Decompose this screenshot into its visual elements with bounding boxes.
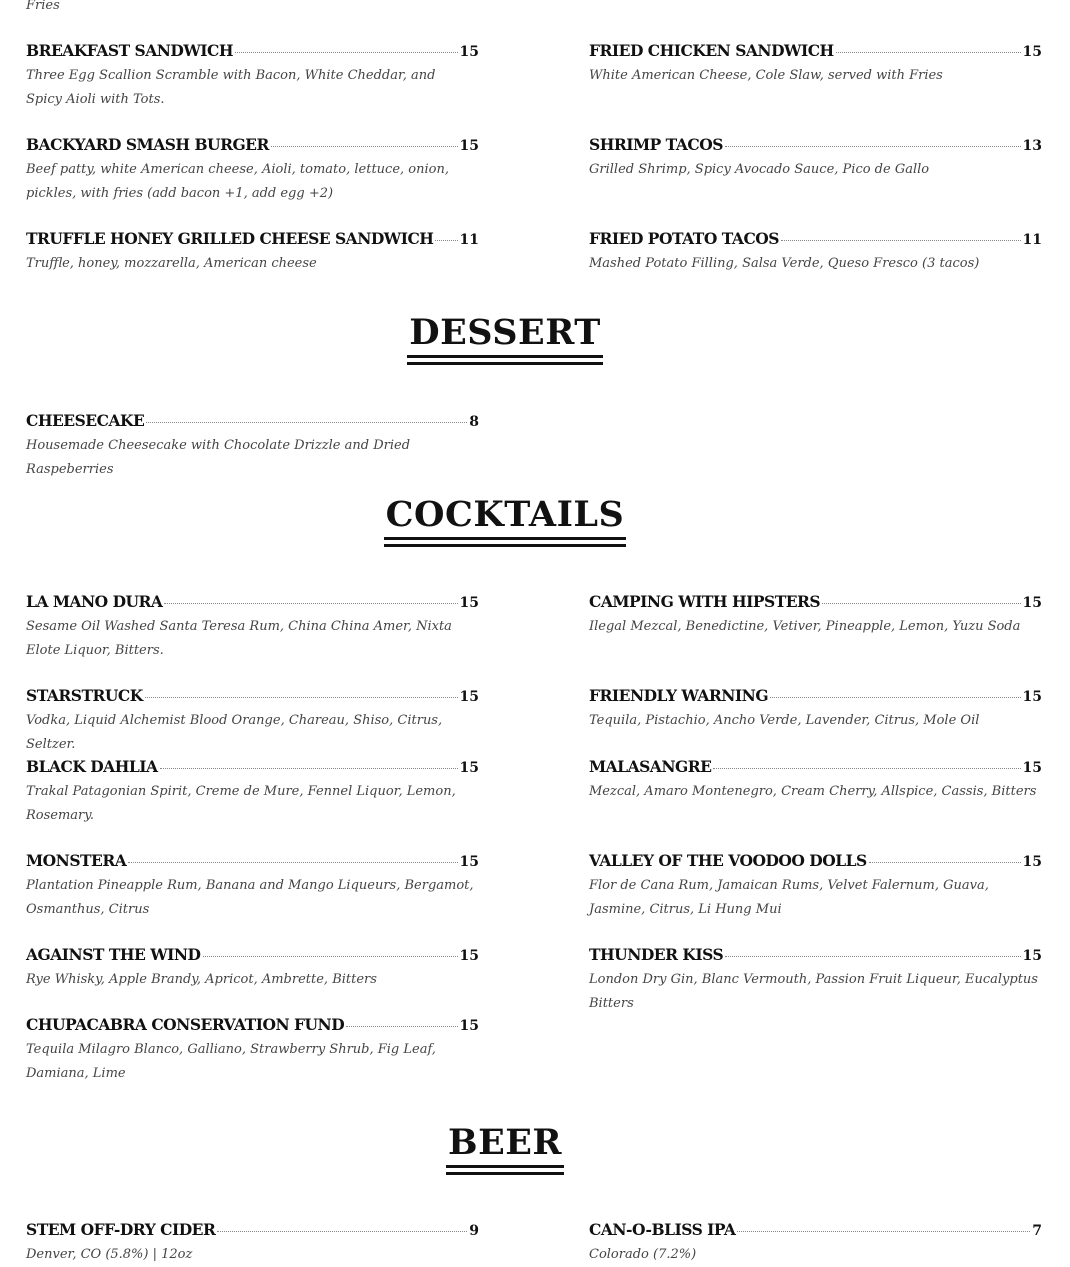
- dot-leader: [737, 1231, 1030, 1232]
- item-price: 15: [1022, 760, 1042, 776]
- item-description: Truffle, honey, mozzarella, American cheese: [26, 256, 317, 271]
- item-price: 15: [459, 1018, 479, 1034]
- dot-leader: [235, 52, 458, 53]
- menu-item-malasangre: [589, 757, 1042, 804]
- section-title-cocktails: [0, 495, 1010, 540]
- item-name: LA MANO DURA: [26, 592, 163, 611]
- dot-leader: [869, 862, 1021, 863]
- item-price: 15: [459, 948, 479, 964]
- menu-item-camping-with-hipsters: [589, 592, 1042, 639]
- item-price: 8: [469, 414, 479, 430]
- item-name: CAMPING WITH HIPSTERS: [589, 592, 821, 611]
- menu-item-starstruck: [26, 686, 479, 757]
- menu-item-monstera: [26, 851, 479, 922]
- menu-item-backyard-smash-burger: [26, 135, 479, 206]
- dot-leader: [836, 52, 1021, 53]
- item-description: Beef patty, white American cheese, Aioli, tomato, lettuce, onion, pickles, with fries (add bacon +1, add egg +2): [26, 162, 449, 201]
- item-description: Mashed Potato Filling, Salsa Verde, Queso Fresco (3 tacos): [589, 256, 980, 271]
- menu-item-truffle-honey-grilled-cheese: [26, 229, 479, 276]
- truncated-description-fragment: Fries: [26, 0, 60, 13]
- item-description: Grilled Shrimp, Spicy Avocado Sauce, Pico de Gallo: [589, 162, 930, 177]
- item-name: FRIENDLY WARNING: [589, 686, 769, 705]
- dot-leader: [435, 240, 457, 241]
- item-name: STARSTRUCK: [26, 686, 143, 705]
- item-price: 15: [459, 138, 479, 154]
- menu-item-against-the-wind: [26, 945, 479, 992]
- dot-leader: [822, 603, 1020, 604]
- item-name: AGAINST THE WIND: [26, 945, 201, 964]
- item-description: Mezcal, Amaro Montenegro, Cream Cherry, Allspice, Cassis, Bitters: [589, 784, 1037, 799]
- item-description: Rye Whisky, Apple Brandy, Apricot, Ambrette, Bitters: [26, 972, 377, 987]
- item-name: FRIED CHICKEN SANDWICH: [589, 41, 834, 60]
- item-price: 7: [1032, 1223, 1042, 1239]
- section-heading: BEER: [446, 1123, 564, 1168]
- item-name: MALASANGRE: [589, 757, 712, 776]
- item-name: CHUPACABRA CONSERVATION FUND: [26, 1015, 345, 1034]
- section-heading: DESSERT: [407, 313, 603, 358]
- item-name: TRUFFLE HONEY GRILLED CHEESE SANDWICH: [26, 229, 434, 248]
- item-name: STEM OFF-DRY CIDER: [26, 1220, 216, 1239]
- item-price: 13: [1022, 138, 1042, 154]
- dot-leader: [146, 422, 467, 423]
- menu-item-valley-of-the-voodoo-dolls: [589, 851, 1042, 922]
- menu-item-can-o-bliss-ipa: [589, 1220, 1042, 1267]
- item-name: CAN-O-BLISS IPA: [589, 1220, 736, 1239]
- item-price: 9: [469, 1223, 479, 1239]
- item-name: SHRIMP TACOS: [589, 135, 723, 154]
- item-price: 15: [459, 595, 479, 611]
- item-description: London Dry Gin, Blanc Vermouth, Passion Fruit Liqueur, Eucalyptus Bitters: [589, 972, 1038, 1011]
- item-name: MONSTERA: [26, 851, 127, 870]
- item-price: 15: [459, 44, 479, 60]
- menu-item-cheesecake: [26, 411, 479, 482]
- item-price: 15: [1022, 854, 1042, 870]
- item-price: 15: [459, 854, 479, 870]
- section-title-beer: [0, 1123, 1010, 1168]
- dot-leader: [217, 1231, 467, 1232]
- item-description: Trakal Patagonian Spirit, Creme de Mure, Fennel Liquor, Lemon, Rosemary.: [26, 784, 456, 823]
- item-price: 11: [459, 232, 479, 248]
- item-description: Colorado (7.2%): [589, 1247, 697, 1262]
- dot-leader: [725, 956, 1020, 957]
- item-description: Tequila Milagro Blanco, Galliano, Strawberry Shrub, Fig Leaf, Damiana, Lime: [26, 1042, 436, 1081]
- item-description: Denver, CO (5.8%) | 12oz: [26, 1247, 193, 1262]
- item-description: Housemade Cheesecake with Chocolate Drizzle and Dried Raspeberries: [26, 438, 411, 477]
- dot-leader: [346, 1026, 457, 1027]
- item-price: 15: [1022, 595, 1042, 611]
- item-description: Ilegal Mezcal, Benedictine, Vetiver, Pineapple, Lemon, Yuzu Soda: [589, 619, 1021, 634]
- dot-leader: [203, 956, 458, 957]
- item-price: 15: [459, 760, 479, 776]
- menu-item-fried-chicken-sandwich: [589, 41, 1042, 88]
- item-price: 15: [1022, 689, 1042, 705]
- item-name: BLACK DAHLIA: [26, 757, 158, 776]
- dot-leader: [781, 240, 1021, 241]
- menu-item-la-mano-dura: [26, 592, 479, 663]
- section-title-dessert: [0, 313, 1010, 358]
- item-price: 15: [459, 689, 479, 705]
- item-price: 11: [1022, 232, 1042, 248]
- item-description: Flor de Cana Rum, Jamaican Rums, Velvet Falernum, Guava, Jasmine, Citrus, Li Hung Mui: [589, 878, 989, 917]
- item-description: Plantation Pineapple Rum, Banana and Mango Liqueurs, Bergamot, Osmanthus, Citrus: [26, 878, 474, 917]
- dot-leader: [145, 697, 458, 698]
- menu-item-black-dahlia: [26, 757, 479, 828]
- dot-leader: [271, 146, 458, 147]
- section-heading: COCKTAILS: [384, 495, 627, 540]
- menu-item-stem-off-dry-cider: [26, 1220, 479, 1267]
- item-name: BREAKFAST SANDWICH: [26, 41, 234, 60]
- menu-item-fried-potato-tacos: [589, 229, 1042, 276]
- item-description: Vodka, Liquid Alchemist Blood Orange, Chareau, Shiso, Citrus, Seltzer.: [26, 713, 443, 752]
- item-price: 15: [1022, 948, 1042, 964]
- item-price: 15: [1022, 44, 1042, 60]
- item-description: Tequila, Pistachio, Ancho Verde, Lavender, Citrus, Mole Oil: [589, 713, 980, 728]
- dot-leader: [770, 697, 1020, 698]
- item-description: Three Egg Scallion Scramble with Bacon, White Cheddar, and Spicy Aioli with Tots.: [26, 68, 436, 107]
- dot-leader: [713, 768, 1020, 769]
- menu-item-shrimp-tacos: [589, 135, 1042, 182]
- dot-leader: [160, 768, 458, 769]
- menu-item-chupacabra-conservation-fund: [26, 1015, 479, 1086]
- menu-item-thunder-kiss: [589, 945, 1042, 1016]
- dot-leader: [128, 862, 457, 863]
- item-description: White American Cheese, Cole Slaw, served with Fries: [589, 68, 943, 83]
- item-name: CHEESECAKE: [26, 411, 145, 430]
- menu-item-breakfast-sandwich: [26, 41, 479, 112]
- item-description: Sesame Oil Washed Santa Teresa Rum, China China Amer, Nixta Elote Liquor, Bitters.: [26, 619, 452, 658]
- item-name: BACKYARD SMASH BURGER: [26, 135, 269, 154]
- item-name: VALLEY OF THE VOODOO DOLLS: [589, 851, 867, 870]
- item-name: FRIED POTATO TACOS: [589, 229, 779, 248]
- item-name: THUNDER KISS: [589, 945, 724, 964]
- menu-item-friendly-warning: [589, 686, 1042, 733]
- dot-leader: [164, 603, 457, 604]
- dot-leader: [725, 146, 1021, 147]
